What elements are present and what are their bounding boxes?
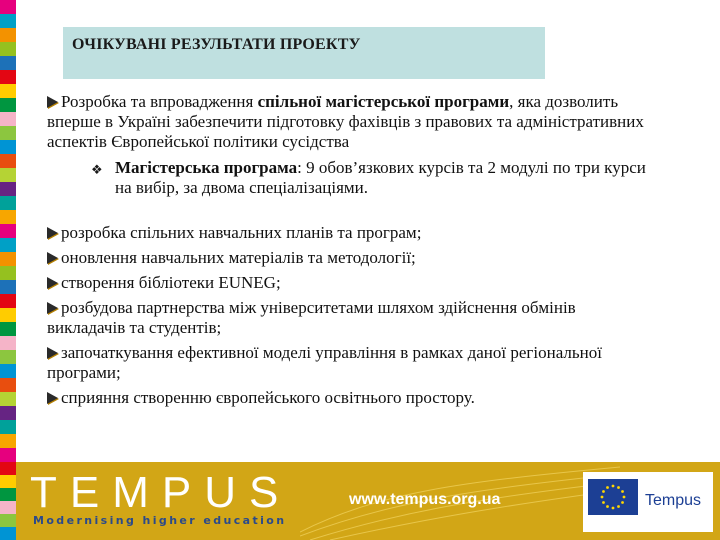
tempus-small-logo: Tempus xyxy=(645,492,702,509)
title-box xyxy=(63,27,545,79)
list-item xyxy=(47,223,647,243)
page-title: ОЧІКУВАНІ РЕЗУЛЬТАТИ ПРОЕКТУ xyxy=(72,36,361,53)
arrow-bullet-icon xyxy=(47,277,58,289)
list-item-text: започаткування ефективної моделі управління в рамках даної регіональної програми; xyxy=(47,343,602,382)
intro-paragraph xyxy=(47,92,647,152)
list-item-text: розробка спільних навчальних планів та програм; xyxy=(61,223,422,242)
intro-bold: спільної магістерської програми xyxy=(257,92,510,111)
list-item xyxy=(47,248,647,268)
intro-pre: Розробка та впровадження xyxy=(61,92,258,111)
sub-bullet xyxy=(89,158,647,198)
list-item xyxy=(47,388,647,408)
eu-flag-icon xyxy=(588,479,638,515)
content-area xyxy=(47,92,647,408)
tempus-tagline: Modernising higher education xyxy=(33,514,287,527)
list-item-text: сприяння створенню європейського освітнього простору. xyxy=(61,388,475,407)
tempus-logo: TEMPUS xyxy=(30,468,292,517)
list-item xyxy=(47,343,647,383)
intro-post: , яка дозволить вперше в Україні забезпечити підготовку фахівців з правових та адміністративних аспектів Європейської політики сусідства xyxy=(47,92,644,151)
left-color-stripe xyxy=(0,0,16,462)
arrow-bullet-icon xyxy=(47,302,58,314)
list-item-text: оновлення навчальних матеріалів та методології; xyxy=(61,248,416,267)
sub-text: : 9 обов’язкових курсів та 2 модулі по три курси на вибір, за двома спеціалізаціями. xyxy=(115,158,646,197)
arrow-bullet-icon xyxy=(47,96,58,108)
list-item-text: розбудова партнерства між університетами шляхом здійснення обмінів викладачів та студентів; xyxy=(47,298,576,337)
diamond-bullet-icon: ❖ xyxy=(91,162,103,177)
list-item-text: створення бібліотеки EUNEG; xyxy=(61,273,281,292)
footer-color-stripe xyxy=(0,462,16,540)
list-item xyxy=(47,298,647,338)
sub-bold: Магістерська програма xyxy=(115,158,298,177)
arrow-bullet-icon xyxy=(47,347,58,359)
eu-tempus-logo-box xyxy=(583,472,713,532)
list-item xyxy=(47,273,647,293)
arrow-bullet-icon xyxy=(47,227,58,239)
website-link[interactable]: www.tempus.org.ua xyxy=(349,491,501,508)
results-list xyxy=(47,223,647,408)
arrow-bullet-icon xyxy=(47,392,58,404)
arrow-bullet-icon xyxy=(47,252,58,264)
footer-banner xyxy=(0,462,720,540)
